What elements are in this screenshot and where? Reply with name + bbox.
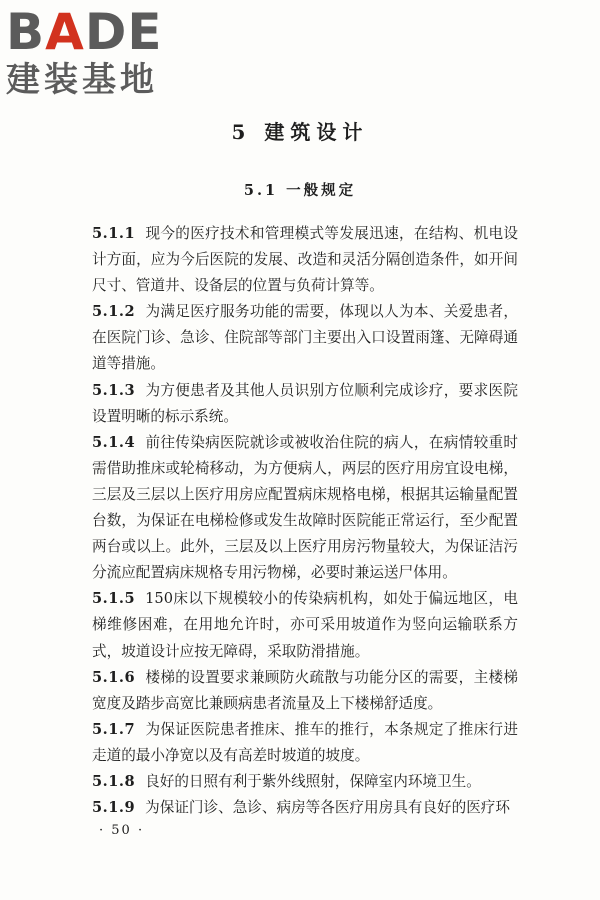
clause-text: 为方便患者及其他人员识别方位顺利完成诊疗，要求医院设置明晰的标示系统。 <box>92 381 518 425</box>
clause-5-1-5 <box>92 586 518 664</box>
clause-5-1-3 <box>92 378 518 430</box>
chapter-title: 5 建筑设计 <box>231 120 369 144</box>
clause-list <box>92 221 518 821</box>
clause-5-1-7 <box>92 717 518 769</box>
clause-5-1-4 <box>92 430 518 587</box>
clause-number: 5.1.1 <box>92 225 136 242</box>
clause-number: 5.1.3 <box>92 381 136 399</box>
clause-number: 5.1.2 <box>92 303 136 321</box>
clause-text: 为保证门诊、急诊、病房等各医疗用房具有良好的医疗环 <box>145 799 510 817</box>
clause-text: 良好的日照有利于紫外线照射，保障室内环境卫生。 <box>145 772 481 790</box>
clause-number: 5.1.9 <box>92 799 136 817</box>
clause-5-1-9 <box>92 795 518 821</box>
clause-text: 楼梯的设置要求兼顾防火疏散与功能分区的需要，主楼梯宽度及踏步高宽比兼顾病患者流量及上下楼梯舒适度。 <box>92 668 518 712</box>
bade-logo <box>6 3 174 100</box>
clause-5-1-1 <box>92 221 518 299</box>
logo-subtitle: 建装基地 <box>6 60 158 100</box>
clause-number: 5.1.4 <box>92 433 136 451</box>
clause-text: 为保证医院患者推床、推车的推行，本条规定了推床行进走道的最小净宽以及有高差时坡道的坡度。 <box>92 720 518 764</box>
logo-wordmark: BADE <box>6 3 163 61</box>
clause-number: 5.1.6 <box>92 668 136 686</box>
page-number: · 50 · <box>99 823 145 838</box>
clause-number: 5.1.5 <box>92 590 136 608</box>
clause-number: 5.1.7 <box>92 720 136 738</box>
clause-5-1-6 <box>92 665 518 717</box>
clause-text: 现今的医疗技术和管理模式等发展迅速，在结构、机电设计方面，应为今后医院的发展、改造和灵活分隔创造条件，如开间尺寸、管道井、设备层的位置与负荷计算等。 <box>92 225 518 295</box>
clause-5-1-2 <box>92 299 518 377</box>
clause-text: 前往传染病医院就诊或被收治住院的病人，在病情较重时需借助推床或轮椅移动，为方便病人，两层的医疗用房宜设电梯，三层及三层以上医疗用房应配置病床规格电梯，根据其运输量配置台数，为保证在电梯检修或发生故障时医院能正常运行，至少配置两台或以上。此外，三层及以上医疗用房污物量较大，为保证洁污分流应配置病床规格专用污物梯，必要时兼运送尸体用。 <box>92 433 518 582</box>
clause-5-1-8 <box>92 769 518 795</box>
clause-number: 5.1.8 <box>92 772 136 790</box>
clause-text: 为满足医疗服务功能的需要，体现以人为本、关爱患者，在医院门诊、急诊、住院部等部门主要出入口设置雨篷、无障碍通道等措施。 <box>92 303 518 373</box>
section-title: 5.1 一般规定 <box>243 182 357 199</box>
clause-text: 150床以下规模较小的传染病机构，如处于偏远地区，电梯维修困难，在用地允许时，亦可采用坡道作为竖向运输联系方式，坡道设计应按无障碍，采取防滑措施。 <box>92 590 518 660</box>
